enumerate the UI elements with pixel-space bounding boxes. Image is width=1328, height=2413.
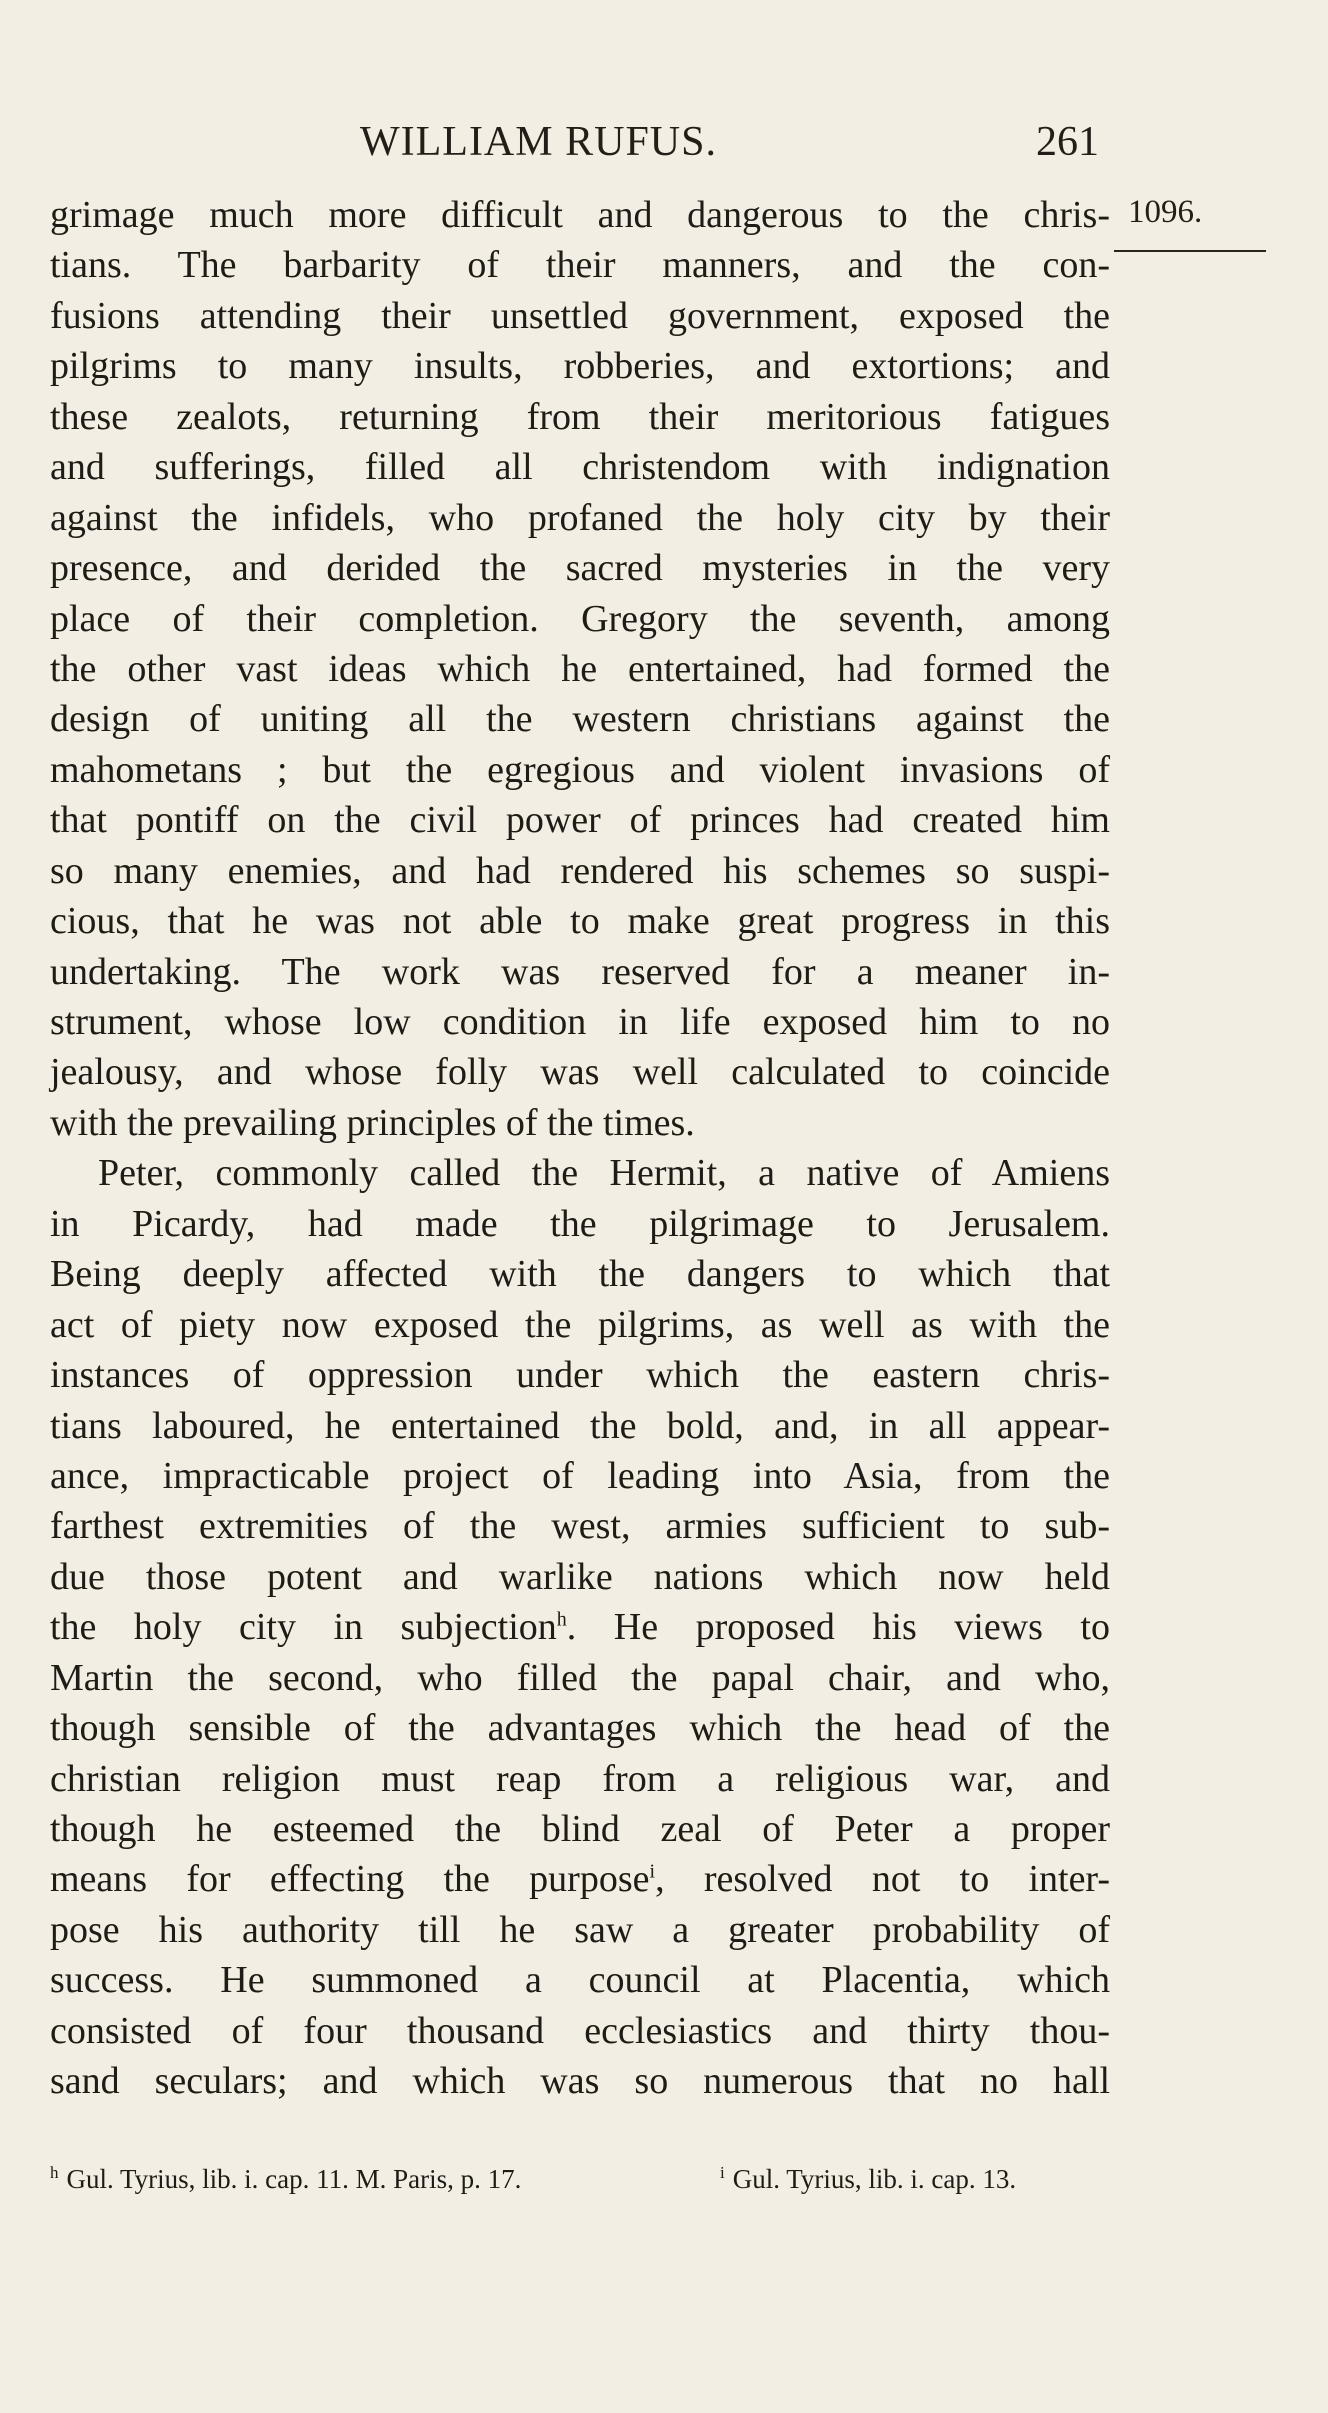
margin-year: 1096. [1128,194,1203,230]
text-line: tians laboured, he entertained the bold, and, in all appear- [50,1404,1110,1447]
text-line: pose his authority till he saw a greater probability of [50,1908,1110,1951]
text-line: place of their completion. Gregory the seventh, among [50,597,1110,640]
text-segment: . He proposed his views to [566,1606,1110,1649]
text-line: farthest extremities of the west, armies sufficient to sub- [50,1505,1110,1548]
text-line: though he esteemed the blind zeal of Peter a proper [50,1808,1110,1850]
text-line: ance, impracticable project of leading into Asia, from the [50,1454,1110,1497]
page-number: 261 [1036,119,1099,165]
text-line: success. He summoned a council at Placentia, which [50,1959,1110,2002]
footnote-ref-i: i [649,1860,656,1883]
body-text [50,190,1110,2107]
text-line: presence, and derided the sacred mysteries in the very [50,547,1110,590]
margin-rule [1114,250,1266,252]
text-line: tians. The barbarity of their manners, and the con- [50,244,1110,287]
running-title: WILLIAM RUFUS. [360,119,717,165]
footnote-h [50,2163,521,2195]
text-line: and sufferings, filled all christendom with indignation [50,446,1110,489]
text-line-with-footnote-i [50,1854,1110,1904]
text-line: undertaking. The work was reserved for a meaner in- [50,950,1110,993]
text-line: mahometans ; but the egregious and violent invasions of [50,748,1110,791]
text-line-paragraph-start: Peter, commonly called the Hermit, a native of Amiens [98,1152,1110,1195]
text-line: Being deeply affected with the dangers to which that [50,1253,1110,1296]
text-line: sand seculars; and which was so numerous that no hall [50,2060,1110,2103]
text-line: design of uniting all the western christians against the [50,698,1110,741]
footnote-ref-h: h [556,1608,567,1631]
text-line: pilgrims to many insults, robberies, and extortions; and [50,345,1110,388]
text-line: though sensible of the advantages which the head of the [50,1707,1110,1750]
text-line: Martin the second, who filled the papal chair, and who, [50,1656,1110,1699]
text-line: these zealots, returning from their meritorious fatigues [50,395,1110,438]
footnote-i [720,2163,1016,2195]
text-line: due those potent and warlike nations which now held [50,1555,1110,1598]
text-line: grimage much more difficult and dangerous to the chris- [50,194,1110,236]
footnote-text: Gul. Tyrius, lib. i. cap. 13. [732,2164,1017,2194]
text-line: jealousy, and whose folly was well calculated to coincide [50,1051,1110,1094]
text-line: fusions attending their unsettled government, exposed the [50,294,1110,337]
text-line: christian religion must reap from a religious war, and [50,1757,1110,1800]
footnote-mark: i [720,2163,725,2182]
text-line: instances of oppression under which the eastern chris- [50,1354,1110,1397]
text-line: act of piety now exposed the pilgrims, as well as with the [50,1303,1110,1346]
text-line: that pontiff on the civil power of princes had created him [50,799,1110,842]
text-line: the other vast ideas which he entertained, had formed the [50,647,1110,690]
text-line: consisted of four thousand ecclesiastics and thirty thou- [50,2009,1110,2052]
text-line: strument, whose low condition in life exposed him to no [50,1001,1110,1043]
text-line: cious, that he was not able to make great progress in this [50,900,1110,943]
text-line: so many enemies, and had rendered his schemes so suspi- [50,849,1110,892]
footnote-mark: h [50,2163,59,2182]
text-segment: , resolved not to inter- [655,1858,1110,1901]
text-line-with-footnote-h [50,1602,1110,1652]
text-segment: means for effecting the purpose [50,1858,650,1901]
text-line: against the infidels, who profaned the holy city by their [50,496,1110,539]
text-segment: the holy city in subjection [50,1606,557,1649]
text-line-paragraph-end: with the prevailing principles of the times. [50,1101,695,1144]
footnote-text: Gul. Tyrius, lib. i. cap. 11. M. Paris, p. 17. [66,2164,522,2194]
text-line: in Picardy, had made the pilgrimage to Jerusalem. [50,1202,1110,1245]
